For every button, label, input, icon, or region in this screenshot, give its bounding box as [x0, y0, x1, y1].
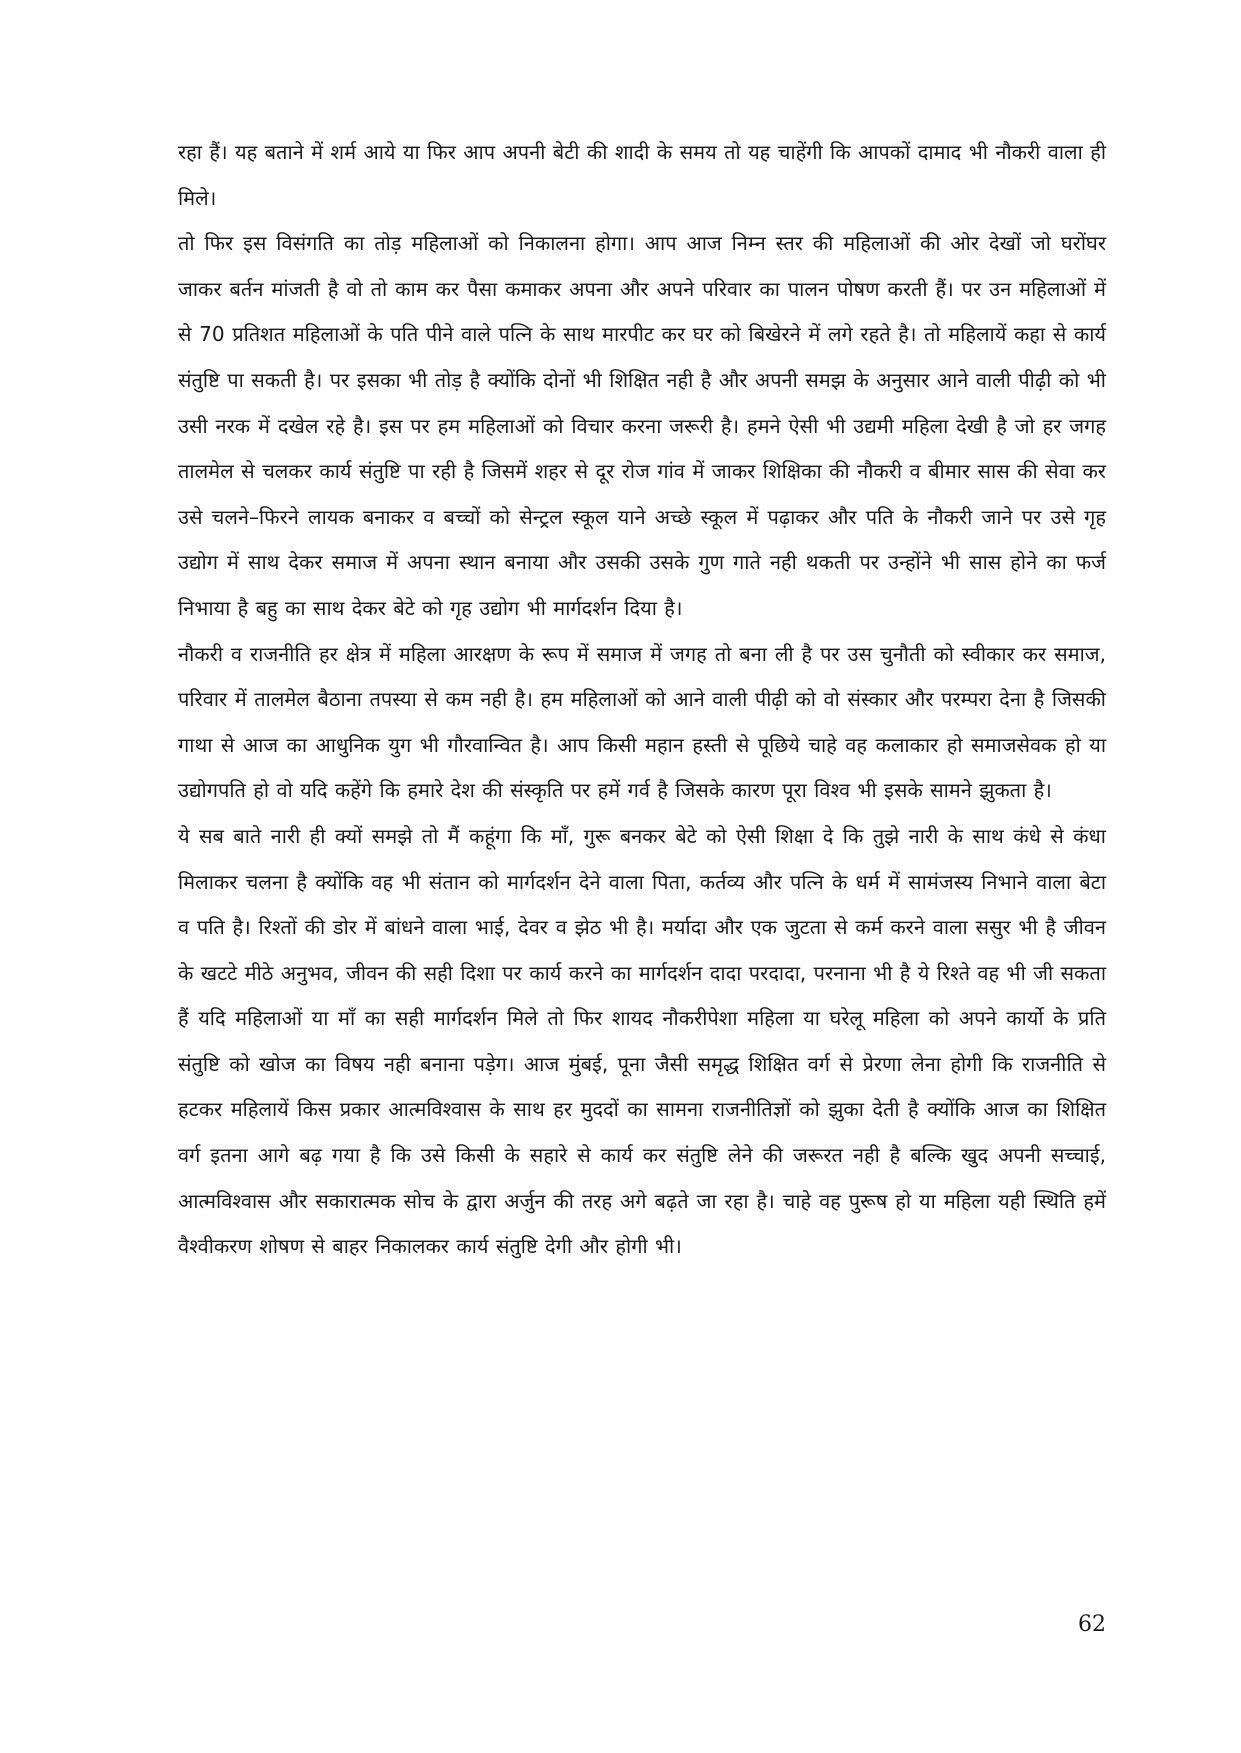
body-text [178, 130, 1106, 1270]
page-number: 62 [1078, 1612, 1106, 1637]
paragraph: तो फिर इस विसंगति का तोड़ महिलाओं को निकालना होगा। आप आज निम्न स्तर की महिलाओं की ओर देखों जो घरोंघर जाकर बर्तन मांजती है वो तो काम कर पैसा कमाकर अपना और अपने परिवार का पालन पोषण करती हैं। पर उन महिलाओं में से 70 प्रतिशत महिलाओं के पति पीने वाले पत्नि के साथ मारपीट कर घर को बिखेरने में लगे रहते है। तो महिलायें कहा से कार्य संतुष्टि पा सकती है। पर इसका भी तोड़ है क्योंकि दोनों भी शिक्षित नही है और अपनी समझ के अनुसार आने वाली पीढ़ी को भी उसी नरक में दखेल रहे है। इस पर हम महिलाओं को विचार करना जरूरी है। हमने ऐसी भी उद्यमी महिला देखी है जो हर जगह तालमेल से चलकर कार्य संतुष्टि पा रही है जिसमें शहर से दूर रोज गांव में जाकर शिक्षिका की नौकरी व बीमार सास की सेवा कर उसे चलने–फिरने लायक बनाकर व बच्चों को सेन्ट्रल स्कूल याने अच्छे स्कूल में पढ़ाकर और पति के नौकरी जाने पर उसे गृह उद्योग में साथ देकर समाज में अपना स्थान बनाया और उसकी उसके गुण गाते नही थकती पर उन्होंने भी सास होने का फर्ज निभाया है बहु का साथ देकर बेटे को गृह उद्योग भी मार्गदर्शन दिया है। [178, 231, 1106, 620]
paragraph: रहा हैं। यह बताने में शर्म आये या फिर आप अपनी बेटी की शादी के समय तो यह चाहेंगी कि आपकों दामाद भी नौकरी वाला ही मिले। [178, 140, 1106, 210]
paragraph: नौकरी व राजनीति हर क्षेत्र में महिला आरक्षण के रूप में समाज में जगह तो बना ली है पर उस चुनौती को स्वीकार कर समाज, परिवार में तालमेल बैठाना तपस्या से कम नही है। हम महिलाओं को आने वाली पीढ़ी को वो संस्कार और परम्परा देना है जिसकी गाथा से आज का आधुनिक युग भी गौरवान्वित है। आप किसी महान हस्ती से पूछिये चाहे वह कलाकार हो समाजसेवक हो या उद्योगपति हो वो यदि कहेंगे कि हमारे देश की संस्कृति पर हमें गर्व है जिसके कारण पूरा विश्व भी इसके सामने झुकता है। [178, 641, 1106, 803]
paragraph: ये सब बाते नारी ही क्यों समझे तो मैं कहूंगा कि मॉं, गुरू बनकर बेटे को ऐसी शिक्षा दे कि तुझे नारी के साथ कंधे से कंधा मिलाकर चलना है क्योंकि वह भी संतान को मार्गदर्शन देने वाला पिता, कर्तव्य और पत्नि के धर्म में सामंजस्य निभाने वाला बेटा व पति है। रिश्तों की डोर में बांधने वाला भाई, देवर व झेठ भी है। मर्यादा और एक जुटता से कर्म करने वाला ससुर भी है जीवन के खटटे मीठे अनुभव, जीवन की सही दिशा पर कार्य करने का मार्गदर्शन दादा परदादा, परनाना भी है ये रिश्ते वह भी जी सकता हैं यदि महिलाओं या मॉं का सही मार्गदर्शन मिले तो फिर शायद नौकरीपेशा महिला या घरेलू महिला को अपने कार्यो के प्रति संतुष्टि को खोज का विषय नही बनाना पड़ेग। आज मुंबई, पूना जैसी समृद्ध शिक्षित वर्ग से प्रेरणा लेना होगी कि राजनीति से हटकर महिलायें किस प्रकार आत्मविश्वास के साथ हर मुददों का सामना राजनीतिज्ञों को झुका देती है क्योंकि आज का शिक्षित वर्ग इतना आगे बढ़ गया है कि उसे किसी के सहारे से कार्य कर संतुष्टि लेने की जरूरत नही है बल्कि खुद अपनी सच्चाई, आत्मविश्वास और सकारात्मक सोच के द्वारा अर्जुन की तरह अगे बढ़ते जा रहा है। चाहे वह पुरूष हो या महिला यही स्थिति हमें वैश्वीकरण शोषण से बाहर निकालकर कार्य संतुष्टि देगी और होगी भी। [178, 823, 1106, 1259]
